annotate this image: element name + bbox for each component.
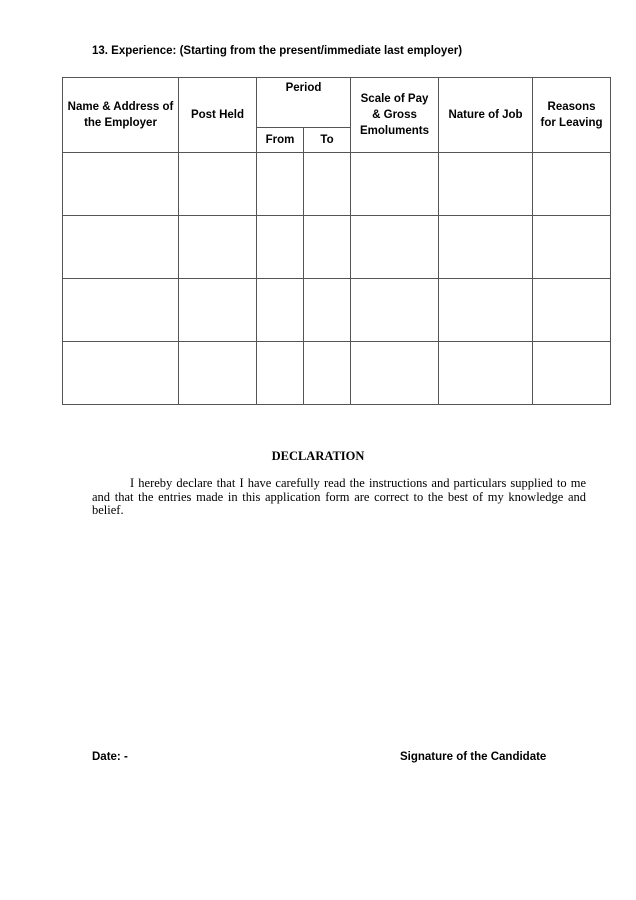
cell-name-address[interactable] xyxy=(63,342,179,405)
column-header-nature-of-job: Nature of Job xyxy=(439,78,533,153)
cell-from[interactable] xyxy=(257,279,304,342)
table-row xyxy=(63,216,611,279)
cell-to[interactable] xyxy=(304,342,351,405)
column-header-to: To xyxy=(304,128,351,153)
cell-scale-of-pay[interactable] xyxy=(351,153,439,216)
cell-from[interactable] xyxy=(257,342,304,405)
cell-post-held[interactable] xyxy=(179,216,257,279)
column-header-reasons-for-leaving: Reasons for Leaving xyxy=(533,78,611,153)
column-header-from: From xyxy=(257,128,304,153)
table-row xyxy=(63,342,611,405)
cell-name-address[interactable] xyxy=(63,153,179,216)
cell-post-held[interactable] xyxy=(179,153,257,216)
cell-name-address[interactable] xyxy=(63,216,179,279)
cell-name-address[interactable] xyxy=(63,279,179,342)
signature-label: Signature of the Candidate xyxy=(400,751,547,763)
column-header-name-address: Name & Address of the Employer xyxy=(63,78,179,153)
column-header-scale-of-pay: Scale of Pay & Gross Emoluments xyxy=(351,78,439,153)
date-label: Date: - xyxy=(92,751,128,763)
cell-post-held[interactable] xyxy=(179,279,257,342)
declaration-text: I hereby declare that I have carefully read the instructions and particulars supplied to me and that the entries made in this application form are correct to the best of my knowledge and belief. xyxy=(92,476,586,517)
cell-from[interactable] xyxy=(257,216,304,279)
cell-to[interactable] xyxy=(304,279,351,342)
column-header-post-held: Post Held xyxy=(179,78,257,153)
declaration-title: DECLARATION xyxy=(271,449,365,463)
cell-nature-of-job[interactable] xyxy=(439,279,533,342)
cell-nature-of-job[interactable] xyxy=(439,153,533,216)
cell-reasons-for-leaving[interactable] xyxy=(533,153,611,216)
table-row xyxy=(63,279,611,342)
cell-post-held[interactable] xyxy=(179,342,257,405)
cell-from[interactable] xyxy=(257,153,304,216)
cell-scale-of-pay[interactable] xyxy=(351,279,439,342)
table-row xyxy=(63,153,611,216)
cell-scale-of-pay[interactable] xyxy=(351,216,439,279)
cell-reasons-for-leaving[interactable] xyxy=(533,279,611,342)
cell-to[interactable] xyxy=(304,153,351,216)
cell-scale-of-pay[interactable] xyxy=(351,342,439,405)
cell-to[interactable] xyxy=(304,216,351,279)
cell-reasons-for-leaving[interactable] xyxy=(533,342,611,405)
column-header-period: Period xyxy=(257,78,351,128)
experience-table xyxy=(62,77,611,405)
cell-nature-of-job[interactable] xyxy=(439,216,533,279)
cell-nature-of-job[interactable] xyxy=(439,342,533,405)
cell-reasons-for-leaving[interactable] xyxy=(533,216,611,279)
experience-section-title: 13. Experience: (Starting from the present/immediate last employer) xyxy=(92,45,463,57)
